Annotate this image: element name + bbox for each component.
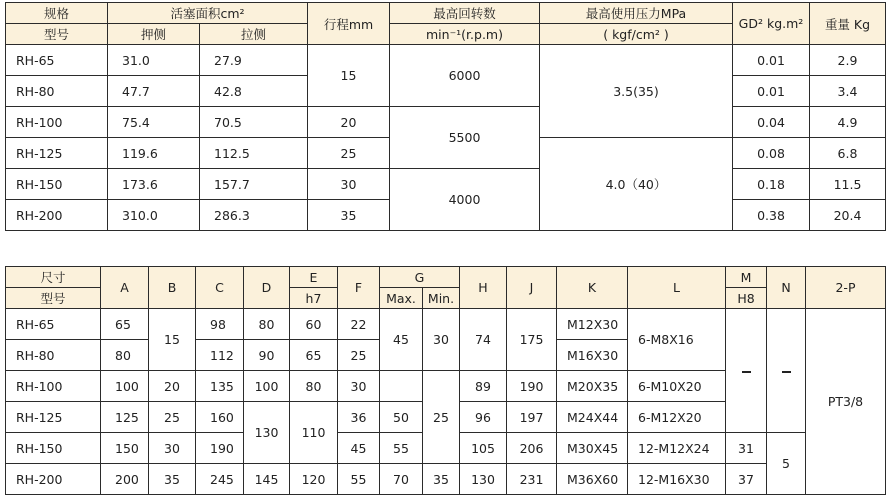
stroke-cell: 35 [308, 200, 390, 231]
stroke-cell: 25 [308, 138, 390, 169]
header-stroke: 行程mm [308, 3, 390, 45]
model-cell: RH-80 [6, 340, 101, 371]
dash-mark [742, 371, 751, 373]
G-max-cell: 55 [380, 433, 423, 464]
header-L: L [628, 267, 726, 309]
header-B: B [149, 267, 196, 309]
E-cell: 65 [290, 340, 338, 371]
dash-mark [782, 371, 791, 373]
H-cell: 130 [460, 464, 507, 495]
header-G: G [380, 267, 460, 288]
header-max-pressure: 最高使用压力MPa [540, 3, 733, 24]
F-cell: 36 [338, 402, 380, 433]
model-cell: RH-125 [6, 138, 108, 169]
weight-cell: 20.4 [810, 200, 886, 231]
B-cell: 30 [149, 433, 196, 464]
header-K: K [557, 267, 628, 309]
K-cell: M12X30 [557, 309, 628, 340]
D-cell: 90 [244, 340, 290, 371]
header-max-speed-unit: min⁻¹(r.p.m) [390, 24, 540, 45]
stroke-cell: 30 [308, 169, 390, 200]
G-max-cell: 70 [380, 464, 423, 495]
push-cell: 31.0 [108, 45, 200, 76]
push-cell: 75.4 [108, 107, 200, 138]
header-model: 型号 [6, 24, 108, 45]
C-cell: 160 [196, 402, 244, 433]
header-N: N [767, 267, 806, 309]
gd2-cell: 0.01 [733, 45, 810, 76]
header-E: E [290, 267, 338, 288]
pull-cell: 157.7 [200, 169, 308, 200]
dimension-table [5, 266, 886, 495]
speed-cell: 6000 [390, 45, 540, 107]
header-size: 尺寸 [6, 267, 101, 288]
P-cell: PT3/8 [806, 309, 886, 495]
K-cell: M36X60 [557, 464, 628, 495]
weight-cell: 11.5 [810, 169, 886, 200]
A-cell: 100 [101, 371, 149, 402]
header-spec: 规格 [6, 3, 108, 24]
H-cell: 89 [460, 371, 507, 402]
pull-cell: 286.3 [200, 200, 308, 231]
model-cell: RH-150 [6, 433, 101, 464]
A-cell: 125 [101, 402, 149, 433]
F-cell: 25 [338, 340, 380, 371]
header-F: F [338, 267, 380, 309]
D-cell: 145 [244, 464, 290, 495]
header-gd2: GD² kg.m² [733, 3, 810, 45]
model-cell: RH-80 [6, 76, 108, 107]
header-A: A [101, 267, 149, 309]
L-cell: 12-M12X24 [628, 433, 726, 464]
header-piston-area: 活塞面积cm² [108, 3, 308, 24]
K-cell: M16X30 [557, 340, 628, 371]
F-cell: 22 [338, 309, 380, 340]
model-cell: RH-65 [6, 309, 101, 340]
B-cell: 25 [149, 402, 196, 433]
K-cell: M24X44 [557, 402, 628, 433]
header-D: D [244, 267, 290, 309]
table-row [6, 107, 886, 138]
performance-table [5, 2, 886, 231]
D-cell: 100 [244, 371, 290, 402]
E-cell: 60 [290, 309, 338, 340]
F-cell: 30 [338, 371, 380, 402]
header-E-sub: h7 [290, 288, 338, 309]
header-M-sub: H8 [726, 288, 767, 309]
G-max-cell-empty [380, 371, 423, 402]
B-cell: 20 [149, 371, 196, 402]
stroke-cell: 15 [308, 45, 390, 107]
F-cell: 55 [338, 464, 380, 495]
A-cell: 80 [101, 340, 149, 371]
J-cell: 190 [507, 371, 557, 402]
pressure-cell: 3.5(35) [540, 45, 733, 138]
D-cell: 130 [244, 402, 290, 464]
J-cell: 206 [507, 433, 557, 464]
B-cell: 35 [149, 464, 196, 495]
pull-cell: 70.5 [200, 107, 308, 138]
J-cell: 197 [507, 402, 557, 433]
C-cell: 135 [196, 371, 244, 402]
M-cell: 31 [726, 433, 767, 464]
K-cell: M30X45 [557, 433, 628, 464]
pull-cell: 42.8 [200, 76, 308, 107]
speed-cell: 5500 [390, 107, 540, 169]
header-H: H [460, 267, 507, 309]
G-max-cell: 45 [380, 309, 423, 371]
stroke-cell: 20 [308, 107, 390, 138]
L-cell: 6-M8X16 [628, 309, 726, 371]
C-cell: 190 [196, 433, 244, 464]
E-cell: 110 [290, 402, 338, 464]
header-push-side: 押侧 [108, 24, 200, 45]
B-cell: 15 [149, 309, 196, 371]
C-cell: 112 [196, 340, 244, 371]
table-row [6, 169, 886, 200]
gd2-cell: 0.38 [733, 200, 810, 231]
model-cell: RH-125 [6, 402, 101, 433]
header-weight: 重量 Kg [810, 3, 886, 45]
pressure-cell: 4.0（40） [540, 138, 733, 231]
push-cell: 119.6 [108, 138, 200, 169]
weight-cell: 6.8 [810, 138, 886, 169]
D-cell: 80 [244, 309, 290, 340]
pull-cell: 27.9 [200, 45, 308, 76]
header-max-pressure-unit: ( kgf/cm² ) [540, 24, 733, 45]
J-cell: 231 [507, 464, 557, 495]
header-P: 2-P [806, 267, 886, 309]
header-max-speed: 最高回转数 [390, 3, 540, 24]
N-cell-dash [767, 309, 806, 433]
header-pull-side: 拉侧 [200, 24, 308, 45]
model-cell: RH-200 [6, 464, 101, 495]
header-model: 型号 [6, 288, 101, 309]
header-C: C [196, 267, 244, 309]
A-cell: 65 [101, 309, 149, 340]
header-J: J [507, 267, 557, 309]
header-G-max: Max. [380, 288, 423, 309]
speed-cell: 4000 [390, 169, 540, 231]
model-cell: RH-100 [6, 371, 101, 402]
header-M: M [726, 267, 767, 288]
header-G-min: Min. [423, 288, 460, 309]
A-cell: 150 [101, 433, 149, 464]
gd2-cell: 0.01 [733, 76, 810, 107]
C-cell: 245 [196, 464, 244, 495]
G-min-cell: 30 [423, 309, 460, 371]
E-cell: 120 [290, 464, 338, 495]
G-min-cell: 35 [423, 464, 460, 495]
weight-cell: 3.4 [810, 76, 886, 107]
weight-cell: 4.9 [810, 107, 886, 138]
gd2-cell: 0.18 [733, 169, 810, 200]
table-row [6, 45, 886, 76]
K-cell: M20X35 [557, 371, 628, 402]
N-cell: 5 [767, 433, 806, 495]
push-cell: 173.6 [108, 169, 200, 200]
H-cell: 105 [460, 433, 507, 464]
gd2-cell: 0.04 [733, 107, 810, 138]
L-cell: 6-M12X20 [628, 402, 726, 433]
M-cell: 37 [726, 464, 767, 495]
model-cell: RH-65 [6, 45, 108, 76]
G-max-cell: 50 [380, 402, 423, 433]
gd2-cell: 0.08 [733, 138, 810, 169]
pull-cell: 112.5 [200, 138, 308, 169]
push-cell: 310.0 [108, 200, 200, 231]
C-cell: 98 [196, 309, 244, 340]
L-cell: 12-M16X30 [628, 464, 726, 495]
model-cell: RH-200 [6, 200, 108, 231]
H-cell: 74 [460, 309, 507, 371]
push-cell: 47.7 [108, 76, 200, 107]
model-cell: RH-150 [6, 169, 108, 200]
model-cell: RH-100 [6, 107, 108, 138]
G-min-cell: 25 [423, 371, 460, 464]
A-cell: 200 [101, 464, 149, 495]
weight-cell: 2.9 [810, 45, 886, 76]
J-cell: 175 [507, 309, 557, 371]
L-cell: 6-M10X20 [628, 371, 726, 402]
H-cell: 96 [460, 402, 507, 433]
E-cell: 80 [290, 371, 338, 402]
F-cell: 45 [338, 433, 380, 464]
table-row [6, 464, 886, 495]
table-row [6, 309, 886, 340]
M-cell-dash [726, 309, 767, 433]
